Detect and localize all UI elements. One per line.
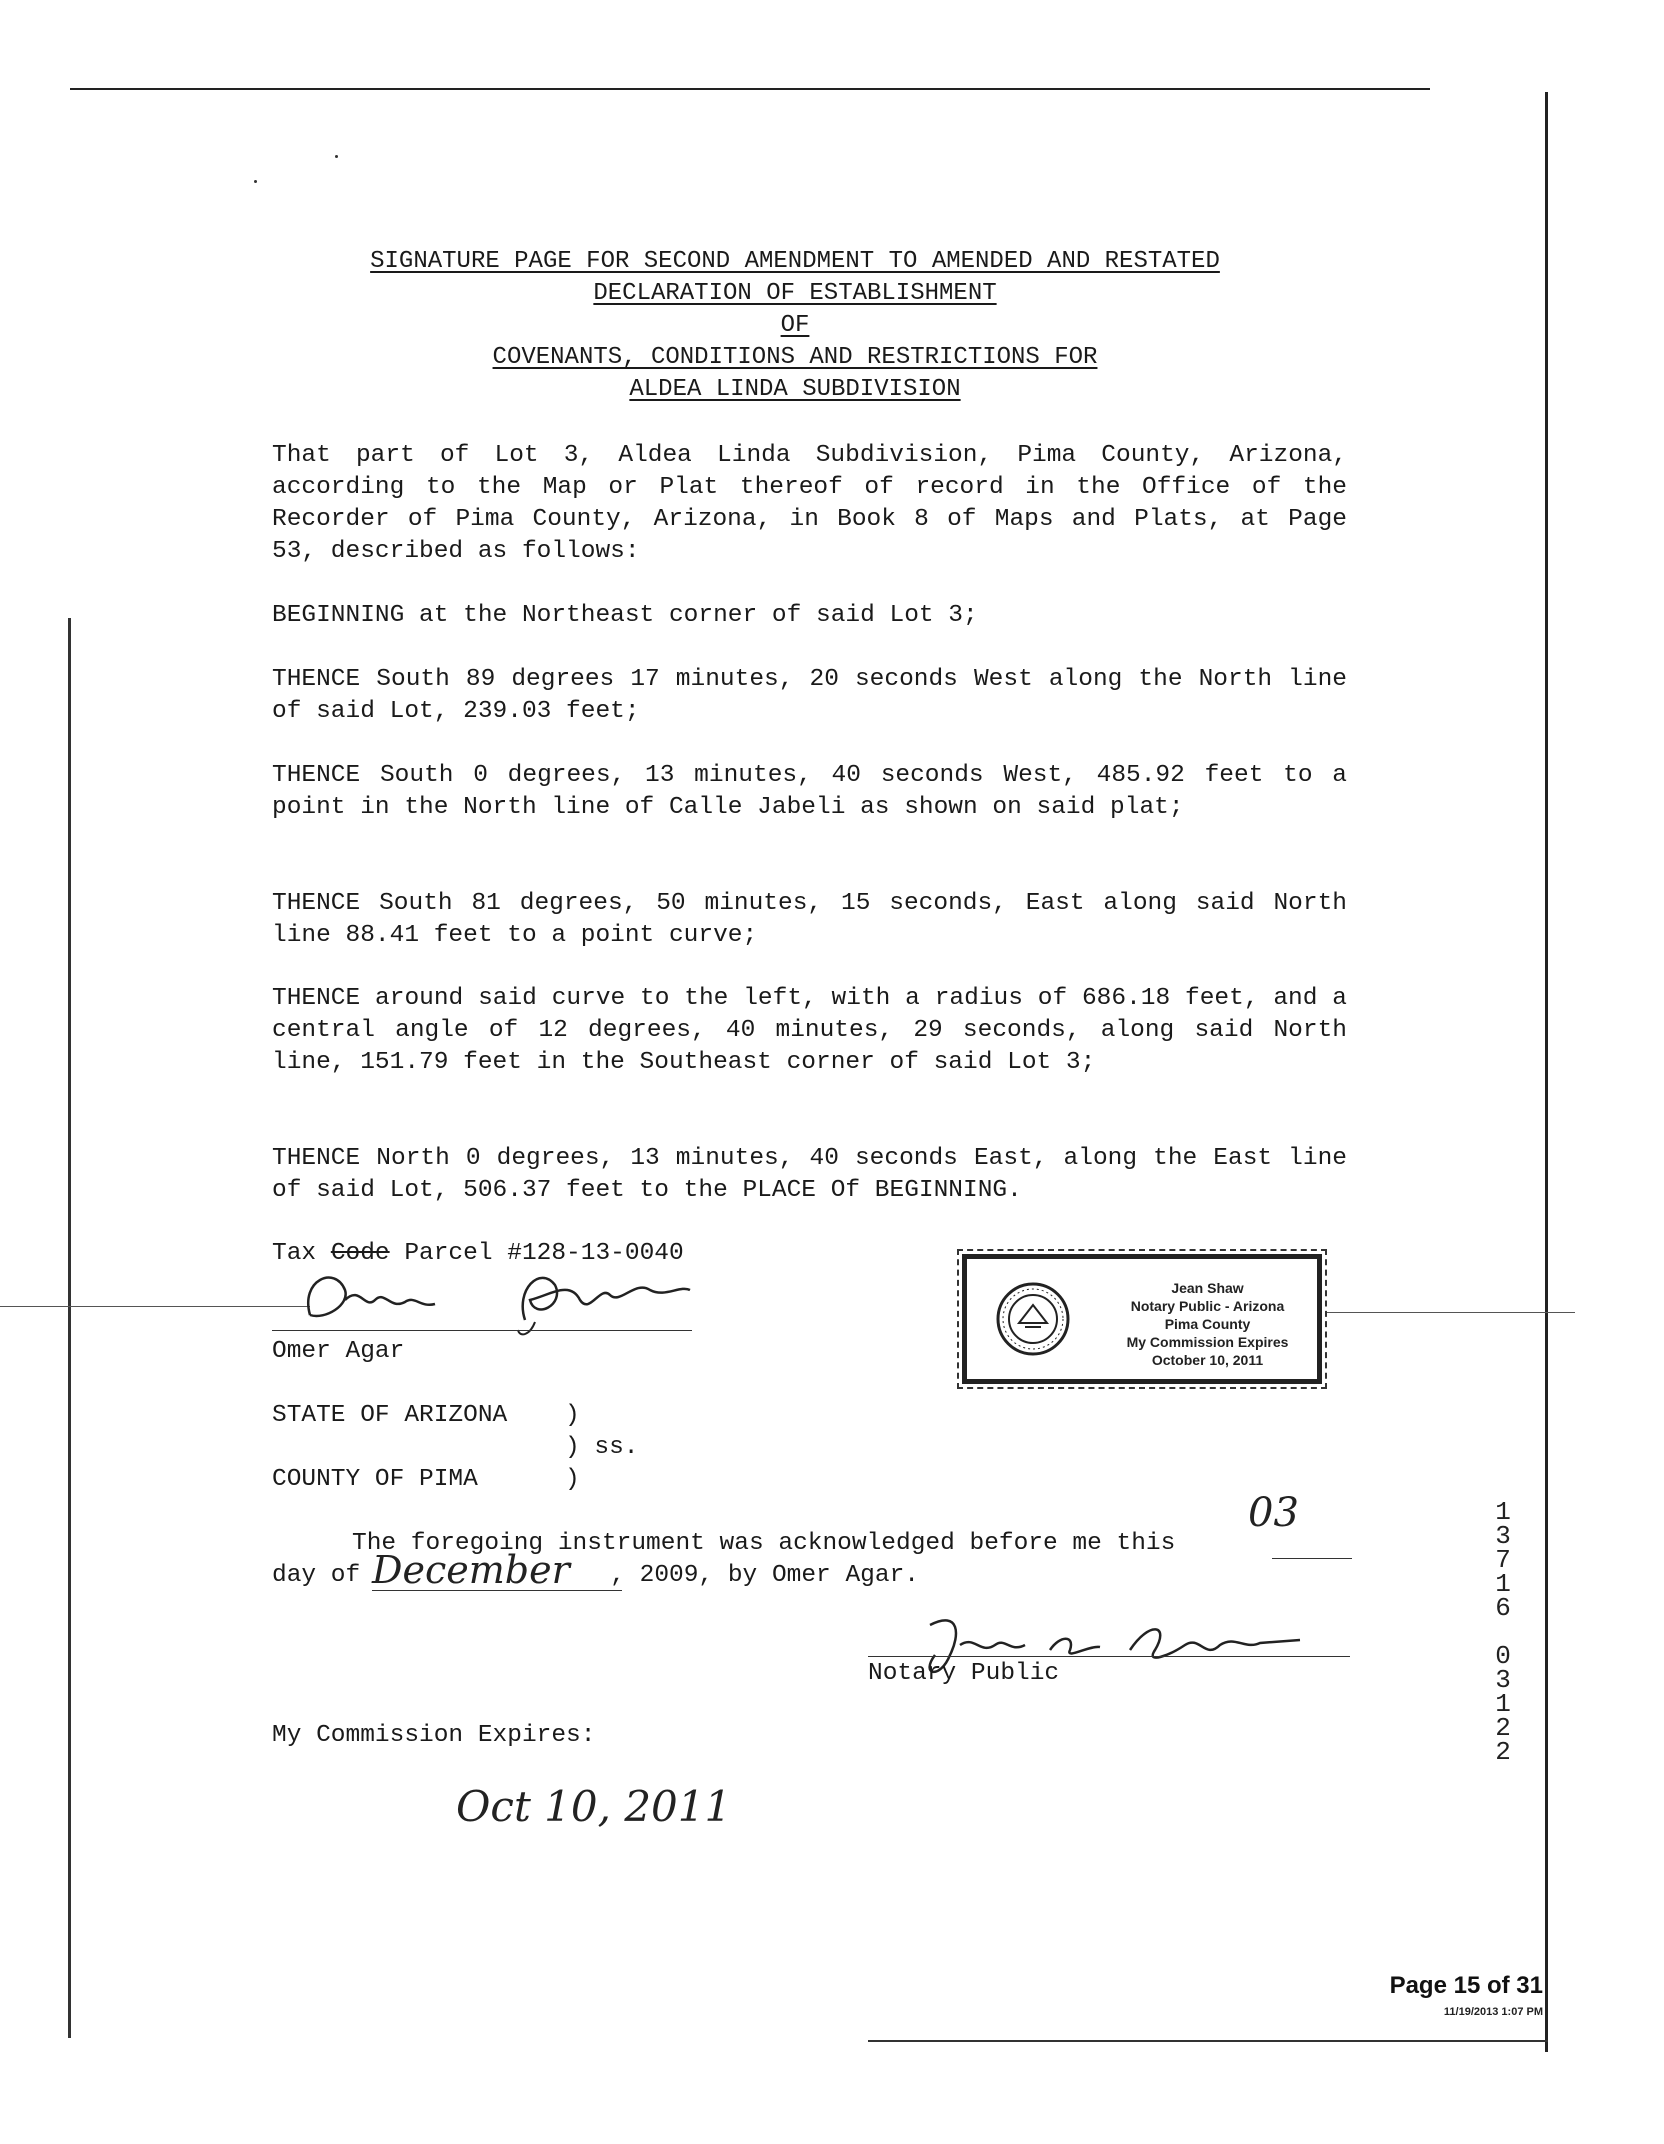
legal-description-thence: THENCE around said curve to the left, with a radius of 686.18 feet, and a central angle of 12 degrees, 40 minutes, 29 seconds, along said North line, 151.79 feet in the Southeast corner of said Lot 3; [272, 985, 1347, 1076]
signature-line [272, 1330, 692, 1331]
scan-border-bottom [868, 2040, 1548, 2042]
title-line: OF [780, 312, 810, 339]
acknowledgment-line-1: The foregoing instrument was acknowledged before me this [352, 1530, 1176, 1557]
recording-digit: 0 [1495, 1641, 1511, 1671]
venue-state: STATE OF ARIZONA [272, 1402, 508, 1429]
acknowledgment-line-2 [272, 1560, 919, 1592]
legal-description-thence: THENCE South 0 degrees, 13 minutes, 40 seconds West, 485.92 feet to a point in the North line of Calle Jabeli as shown on said plat; [272, 762, 1347, 821]
tax-parcel-prefix: Tax [272, 1240, 331, 1267]
notary-public-label: Notary Public [868, 1660, 1060, 1687]
recording-digit: 3 [1495, 1521, 1511, 1551]
legal-description-intro: That part of Lot 3, Aldea Linda Subdivision, Pima County, Arizona, according to the Map or Plat thereof of record in the Office of the Recorder of Pima County, Arizona, in Book 8 of Maps and Plats, at Page 53, described as follows: [272, 442, 1347, 565]
recording-digit: 6 [1495, 1593, 1511, 1623]
venue-paren: ) [565, 1466, 580, 1493]
legal-description-thence: THENCE North 0 degrees, 13 minutes, 40 seconds East, along the East line of said Lot, 506.37 feet to the PLACE Of BEGINNING. [272, 1145, 1347, 1204]
scan-border-left [68, 618, 71, 2038]
stamp-notary-title: Notary Public - Arizona [1130, 1298, 1285, 1314]
tax-parcel-struck-word: Code [330, 1240, 390, 1267]
fax-artifact-line [0, 1306, 310, 1307]
venue-paren: ) [565, 1402, 580, 1429]
recording-digit: 1 [1495, 1497, 1511, 1527]
title-line: ALDEA LINDA SUBDIVISION [629, 376, 961, 403]
page-number: Page 15 of 31 [1389, 1972, 1543, 1999]
notary-signature-line [868, 1656, 1350, 1657]
venue-ss: ) ss. [565, 1434, 639, 1461]
day-blank-line [1272, 1558, 1352, 1559]
stamp-text [1105, 1279, 1310, 1369]
legal-description-thence: THENCE South 81 degrees, 50 minutes, 15 seconds, East along said North line 88.41 feet to a point curve; [272, 890, 1347, 949]
recording-digit: 3 [1495, 1665, 1511, 1695]
handwritten-day: 03 [1248, 1490, 1299, 1536]
notary-stamp [962, 1254, 1322, 1384]
signer-name: Omer Agar [272, 1338, 405, 1365]
scan-border-right [1545, 92, 1548, 2052]
signer-signature [290, 1260, 710, 1340]
title-line: COVENANTS, CONDITIONS AND RESTRICTIONS FOR [492, 344, 1098, 371]
handwritten-month: December [372, 1548, 570, 1592]
acknowledgment-day-of: day of [272, 1562, 361, 1589]
tax-parcel-number: Parcel #128-13-0040 [389, 1240, 684, 1267]
recording-digit: 2 [1495, 1737, 1511, 1767]
stamp-commission-date: October 10, 2011 [1151, 1352, 1264, 1368]
legal-description-beginning: BEGINNING at the Northeast corner of said Lot 3; [272, 602, 978, 629]
scan-border-top [70, 88, 1430, 90]
scan-speck [335, 155, 338, 158]
venue-county: COUNTY OF PIMA [272, 1466, 478, 1493]
fax-artifact-line [1325, 1312, 1575, 1313]
acknowledgment-year-signer: , 2009, by Omer Agar. [610, 1562, 919, 1589]
recording-number [1488, 1497, 1518, 1767]
title-line: DECLARATION OF ESTABLISHMENT [593, 280, 997, 307]
legal-description-thence: THENCE South 89 degrees 17 minutes, 20 seconds West along the North line of said Lot, 239.03 feet; [272, 666, 1347, 725]
recording-digit: 1 [1495, 1569, 1511, 1599]
recording-digit: 7 [1495, 1545, 1511, 1575]
title-line: SIGNATURE PAGE FOR SECOND AMENDMENT TO AMENDED AND RESTATED [370, 248, 1220, 275]
scan-speck [254, 180, 257, 183]
recording-digit: 1 [1495, 1689, 1511, 1719]
document-title [270, 246, 1320, 406]
handwritten-commission-date: Oct 10, 2011 [456, 1782, 732, 1831]
stamp-county: Pima County [1164, 1316, 1251, 1332]
commission-expires-label: My Commission Expires: [272, 1722, 596, 1749]
state-seal-icon [995, 1281, 1071, 1357]
print-timestamp: 11/19/2013 1:07 PM [1443, 2006, 1543, 2018]
recording-digit: 2 [1495, 1713, 1511, 1743]
stamp-commission-label: My Commission Expires [1126, 1334, 1289, 1350]
stamp-notary-name: Jean Shaw [1171, 1280, 1244, 1296]
